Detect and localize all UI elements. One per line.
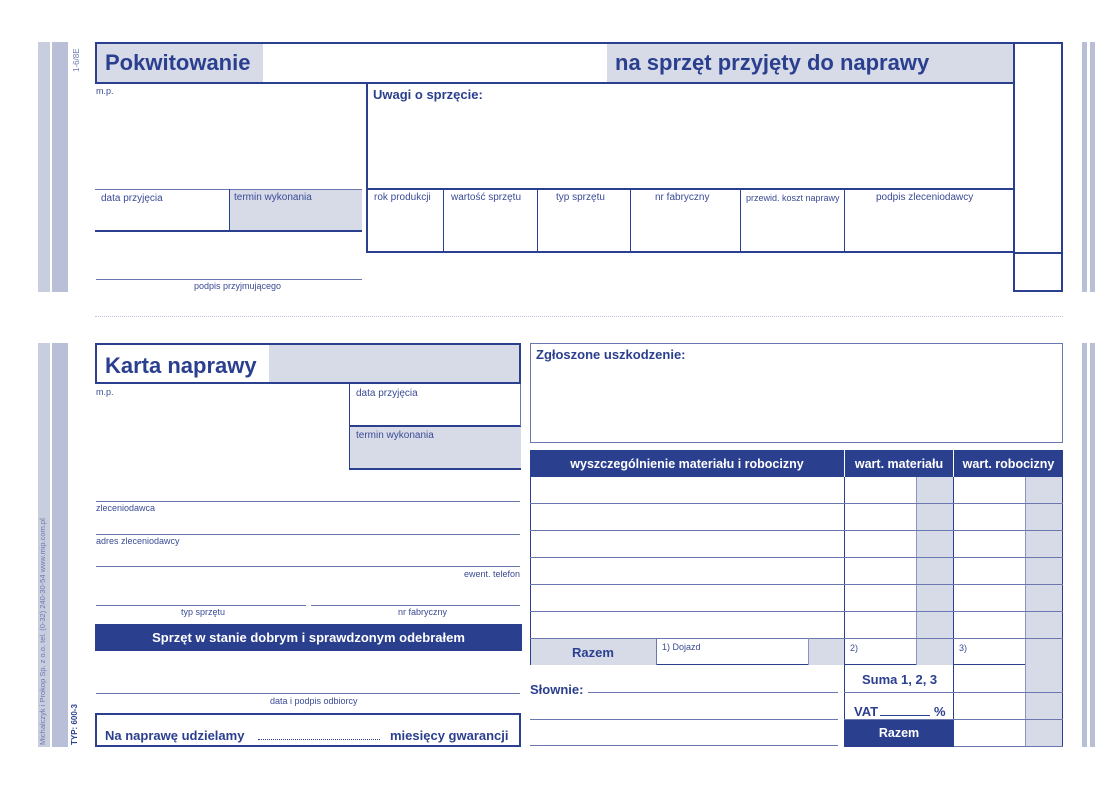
left-stripe-top	[38, 42, 50, 292]
vat-percent: %	[934, 704, 946, 719]
recipient-signature: data i podpis odbiorcy	[270, 696, 358, 706]
in-words-label: Słownie:	[530, 682, 584, 697]
col-production-year: rok produkcji	[374, 192, 431, 203]
col-divider-5	[844, 189, 845, 253]
in-words-line-1	[588, 692, 838, 693]
client-label: zleceniodawca	[96, 503, 156, 513]
card-date-bottom	[349, 468, 521, 470]
material-cents-shade	[917, 477, 953, 665]
receiver-signature-line	[96, 279, 362, 280]
col-equipment-value: wartość sprzętu	[451, 192, 522, 203]
mark-2: 2)	[850, 643, 859, 653]
serial-number-line	[311, 605, 520, 606]
type-code: TYP: 600-3	[70, 704, 79, 745]
summary-v-2	[1025, 665, 1026, 747]
tbl-v-labour	[953, 477, 954, 665]
card-date-right	[520, 384, 521, 426]
cost-table-body	[530, 477, 1063, 665]
warranty-prefix: Na naprawę udzielamy	[105, 728, 245, 743]
col-divider-3	[630, 189, 631, 253]
col-divider-2	[537, 189, 538, 253]
left-stripe-bottom-2	[52, 343, 68, 747]
publisher-info: Michalczyk i Prokop Sp. z o.o. tel. (0-32) 240-30-54 www.mip.com.pl	[38, 518, 47, 745]
col-serial-number: nr fabryczny	[655, 192, 710, 203]
accepted-banner-text: Sprzęt w stanie dobrym i sprawdzonym odebrałem	[152, 630, 465, 645]
table-header-description: wyszczególnienie materiału i robocizny	[570, 457, 804, 471]
in-words-line-2	[530, 719, 838, 720]
recipient-signature-line	[96, 693, 520, 694]
tbl-row-2	[530, 530, 1063, 531]
travel-cents-shade	[808, 639, 844, 665]
client-address-line	[96, 566, 520, 567]
tbl-row-4	[530, 584, 1063, 585]
card-header-shade	[269, 345, 519, 382]
right-stripe-bottom	[1082, 343, 1087, 747]
table-header-labour: wart. robocizny	[962, 457, 1055, 471]
receipt-remarks-label: Uwagi o sprzęcie:	[373, 87, 483, 102]
vat-label: VAT	[854, 704, 879, 719]
card-mp: m.p.	[96, 387, 114, 397]
summary-cents-shade	[1026, 665, 1062, 747]
col-divider-4	[740, 189, 741, 253]
table-header-material: wart. materiału	[854, 457, 944, 471]
tbl-row-3	[530, 557, 1063, 558]
receiver-signature: podpis przyjmującego	[194, 281, 282, 291]
tbl-row-1	[530, 503, 1063, 504]
summary-row-1	[844, 692, 1063, 693]
client-line	[96, 534, 520, 535]
right-stripe-bottom-2	[1090, 343, 1095, 747]
mark-3: 3)	[959, 643, 968, 653]
tbl-row-5	[530, 611, 1063, 612]
receipt-subtitle: na sprzęt przyjęty do naprawy	[615, 50, 930, 75]
receipt-mp: m.p.	[96, 86, 114, 96]
razem-label: Razem	[572, 645, 614, 660]
labour-cents-shade	[1026, 477, 1062, 665]
tbl-v-mat-cents	[916, 477, 917, 665]
serial-number-label: nr fabryczny	[398, 607, 448, 617]
receipt-date-received: data przyjęcia	[101, 193, 163, 204]
col-divider-1	[443, 189, 444, 253]
card-title: Karta naprawy	[105, 353, 257, 378]
col-equipment-type: typ sprzętu	[556, 192, 605, 203]
client-line-top	[96, 501, 520, 502]
col-client-signature: podpis zleceniodawcy	[876, 192, 974, 203]
col-estimated-cost: przewid. koszt naprawy	[746, 193, 840, 203]
card-completion-date: termin wykonania	[356, 430, 434, 441]
warranty-suffix: miesięcy gwarancji	[390, 728, 509, 743]
col-divider-0	[366, 189, 368, 253]
right-stripe-top-2	[1090, 42, 1095, 292]
receipt-title: Pokwitowanie	[105, 50, 251, 75]
final-total-label: Razem	[878, 726, 920, 740]
reported-damage-label: Zgłoszone uszkodzenie:	[536, 347, 686, 362]
card-date-received: data przyjęcia	[356, 388, 418, 399]
warranty-months-line	[258, 739, 380, 740]
equipment-type-line	[96, 605, 306, 606]
tbl-v-desc	[844, 477, 845, 665]
travel-label: 1) Dojazd	[662, 642, 701, 652]
sum-label: Suma 1, 2, 3	[862, 672, 938, 687]
receipt-completion-date: termin wykonania	[234, 192, 312, 203]
equipment-type-label: typ sprzętu	[181, 607, 226, 617]
vat-rate-line	[880, 715, 930, 716]
tbl-v-labour-cents	[1025, 477, 1026, 665]
razem-divider	[656, 638, 657, 665]
client-address-label: adres zleceniodawcy	[96, 536, 180, 546]
in-words-line-3	[530, 745, 838, 746]
travel-cents-divider	[808, 638, 809, 665]
side-code: 1-6/8E	[72, 48, 81, 72]
right-stripe-top	[1082, 42, 1087, 292]
receipt-right-column	[1013, 42, 1063, 292]
phone-label: ewent. telefon	[464, 569, 521, 579]
perforation-line	[95, 316, 1063, 317]
left-stripe-top-2	[52, 42, 68, 292]
receipt-right-column-divider	[1015, 252, 1061, 254]
